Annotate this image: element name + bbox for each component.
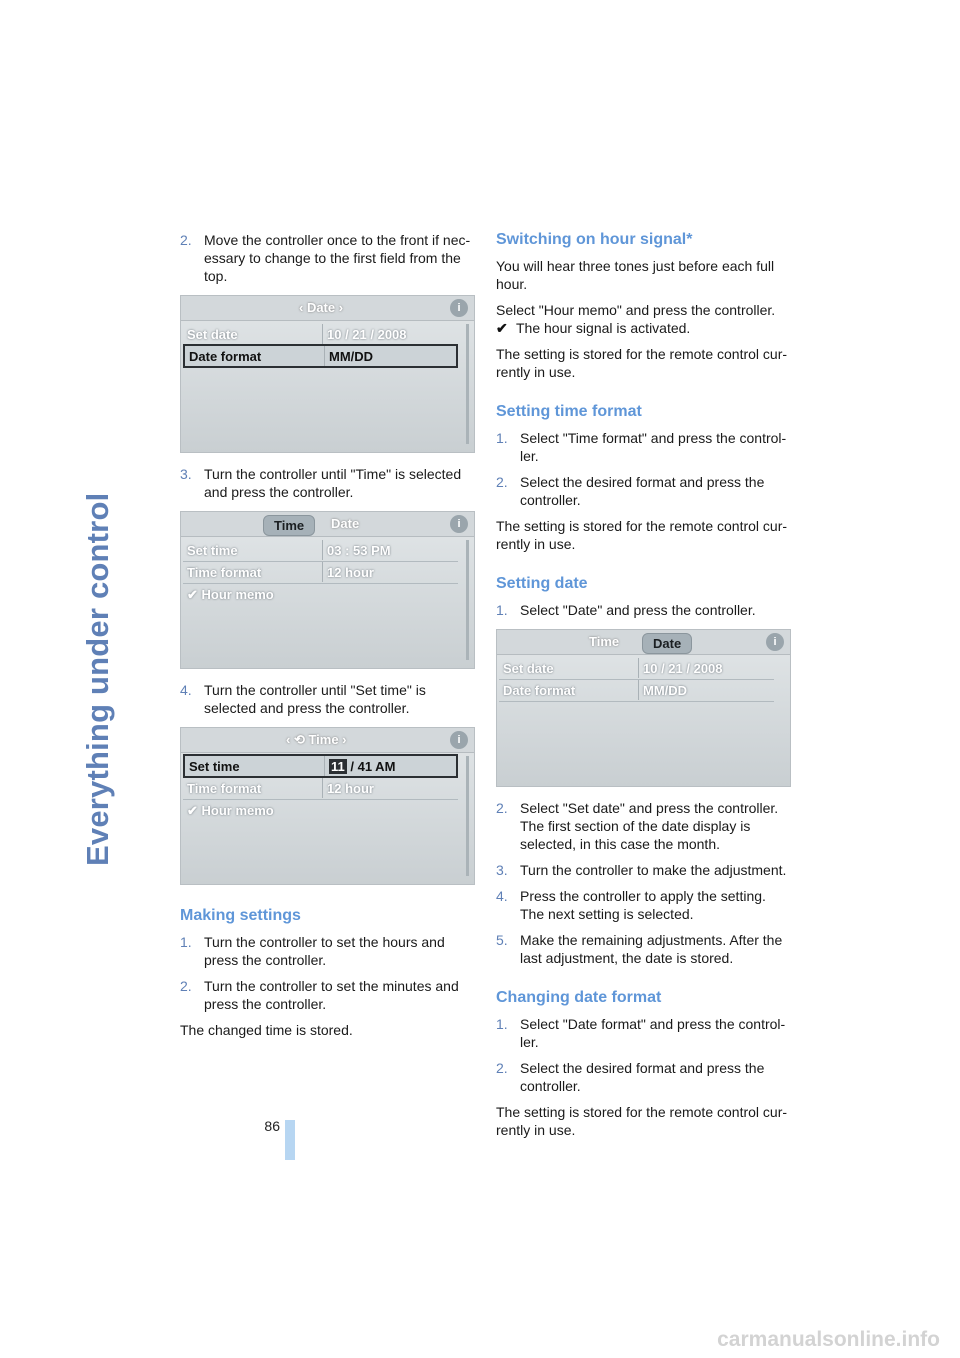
paragraph: The setting is stored for the remote control cur-rently in use. [496,1104,788,1138]
step: 1. Turn the controller to set the hours and press the controller. [180,934,445,968]
step: 2. Select the desired format and press the controller. [496,474,765,508]
scrollbar [466,756,469,876]
step: 5. Make the remaining adjustments. After the last adjustment, the date is stored. [496,932,783,966]
paragraph: The setting is stored for the remote control cur-rently in use. [496,518,788,552]
scrollbar [466,540,469,660]
screen-time-tab [180,511,475,669]
paragraph: Select "Hour memo" and press the controller. [496,302,776,318]
menu-row: Set date 10 / 21 / 2008 [499,658,774,678]
page-number: 86 [264,1118,280,1134]
step: 1. Select "Date format" and press the control-ler. [496,1016,786,1050]
step: 1. Select "Date" and press the controller. [496,602,756,618]
step: 2. Select the desired format and press the controller. [496,1060,765,1094]
step: 3. Turn the controller until "Time" is selected and press the controller. [180,466,462,500]
info-icon: i [450,515,468,533]
chapter-side-title: Everything under control [80,492,115,866]
paragraph: ✔ The hour signal is activated. [496,320,691,336]
step: 2. Turn the controller to set the minutes and press the controller. [180,978,459,1012]
section-heading: Making settings [180,907,301,924]
tab-date: Date [642,633,692,654]
tab-date: Date [331,516,360,531]
paragraph: You will hear three tones just before each full hour. [496,258,775,292]
tab-time: Time [589,634,620,649]
step: 4. Turn the controller until "Set time" is selected and press the controller. [180,682,426,716]
screen-header: ‹ ⟲ Time › [286,732,347,747]
menu-row: ✔ Hour memo [187,803,274,818]
menu-row-selected: Date format MM/DD [183,344,458,368]
menu-row: Set date 10 / 21 / 2008 [183,324,458,344]
section-heading: Changing date format [496,989,662,1006]
step: 1. Select "Time format" and press the control-ler. [496,430,787,464]
menu-row: Date format MM/DD [499,680,774,700]
left-column [180,231,476,1047]
paragraph: The changed time is stored. [180,1022,353,1038]
info-icon: i [450,299,468,317]
info-icon: i [766,633,784,651]
tab-time: Time [263,515,315,536]
menu-row: Time format 12 hour [183,778,458,798]
paragraph: The setting is stored for the remote control cur-rently in use. [496,346,788,380]
watermark: carmanualsonline.info [717,1328,940,1351]
section-heading: Setting date [496,575,588,592]
screen-date-tab [496,629,791,787]
menu-row-selected: Set time 11 / 41 AM [183,754,458,778]
step: 2. Move the controller once to the front if nec-essary to change to the first field from the top. [180,232,471,284]
menu-row: ✔ Hour memo [187,587,274,602]
step: 4. Press the controller to apply the setting. The next setting is selected. [496,888,766,922]
step: 3. Turn the controller to make the adjustment. [496,862,787,878]
checkmark-icon: ✔ [496,320,508,336]
info-icon: i [450,731,468,749]
menu-row: Time format 12 hour [183,562,458,582]
right-column [496,209,792,1147]
screen-date-menu [180,295,475,453]
section-heading: Setting time format [496,403,642,420]
step: 2. Select "Set date" and press the controller. The first section of the date display is selected, in this case the month. [496,800,779,852]
screen-set-time [180,727,475,885]
section-heading: Switching on hour signal* [496,231,693,248]
scrollbar [466,324,469,444]
page-number-bar [285,1120,295,1160]
menu-row: Set time 03 : 53 PM [183,540,458,560]
screen-header: ‹ Date › [299,300,344,315]
